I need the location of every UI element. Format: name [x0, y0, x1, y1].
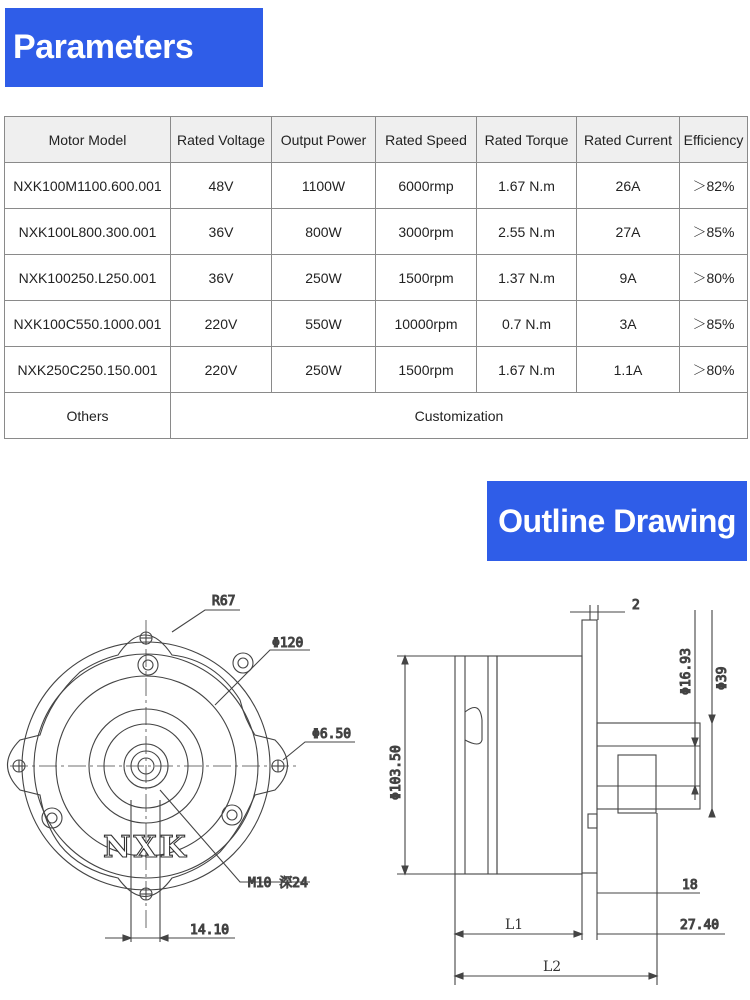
cell-efficiency: ＞85% [680, 209, 748, 255]
dim-2740: 27.40 [680, 918, 720, 933]
table-row [5, 209, 748, 255]
parameters-table [4, 116, 748, 439]
cell-speed: 6000rmp [376, 163, 477, 209]
header-rated-torque: Rated Torque [477, 117, 577, 163]
dim-m10: M10 深24 [248, 876, 308, 891]
cell-power: 800W [272, 209, 376, 255]
cell-power: 550W [272, 301, 376, 347]
cell-current: 26A [577, 163, 680, 209]
cell-speed: 10000rpm [376, 301, 477, 347]
cell-power: 250W [272, 255, 376, 301]
cell-current: 1.1A [577, 347, 680, 393]
dim-l2: L2 [543, 959, 562, 975]
cell-current: 9A [577, 255, 680, 301]
cell-efficiency: ＞82% [680, 163, 748, 209]
table-row [5, 255, 748, 301]
header-efficiency: Efficiency [680, 117, 748, 163]
cell-voltage: 48V [171, 163, 272, 209]
table-row [5, 163, 748, 209]
cell-speed: 1500rpm [376, 255, 477, 301]
cell-model: NXK100L800.300.001 [5, 209, 171, 255]
dim-1410: 14.10 [190, 923, 230, 938]
header-rated-speed: Rated Speed [376, 117, 477, 163]
dim-2: 2 [632, 598, 640, 613]
cell-customization: Customization [171, 393, 748, 439]
cell-torque: 1.67 N.m [477, 347, 577, 393]
table-row [5, 347, 748, 393]
cell-torque: 2.55 N.m [477, 209, 577, 255]
cell-current: 27A [577, 209, 680, 255]
dim-d10350: Φ103.50 [389, 745, 404, 800]
side-view [397, 605, 725, 985]
parameters-banner: Parameters [5, 8, 263, 87]
dim-d39: Φ39 [715, 666, 730, 690]
dim-d120: Φ120 [272, 636, 304, 651]
dim-r67: R67 [212, 594, 236, 609]
cell-voltage: 36V [171, 255, 272, 301]
cell-power: 250W [272, 347, 376, 393]
table-row [5, 301, 748, 347]
header-output-power: Output Power [272, 117, 376, 163]
table-row-others [5, 393, 748, 439]
cell-speed: 1500rpm [376, 347, 477, 393]
cell-speed: 3000rpm [376, 209, 477, 255]
outline-drawing-banner: Outline Drawing [487, 481, 747, 561]
dim-d650: Φ6.50 [312, 727, 352, 742]
dim-d1693: Φ16.93 [679, 648, 694, 695]
cell-voltage: 220V [171, 347, 272, 393]
cell-torque: 1.37 N.m [477, 255, 577, 301]
cell-current: 3A [577, 301, 680, 347]
dim-l1: L1 [505, 917, 524, 933]
cell-voltage: 36V [171, 209, 272, 255]
cell-model: NXK100250.L250.001 [5, 255, 171, 301]
outline-drawing [0, 585, 750, 995]
cell-others-label: Others [5, 393, 171, 439]
cell-voltage: 220V [171, 301, 272, 347]
header-motor-model: Motor Model [5, 117, 171, 163]
header-rated-voltage: Rated Voltage [171, 117, 272, 163]
dim-18: 18 [682, 878, 698, 893]
cell-model: NXK100C550.1000.001 [5, 301, 171, 347]
cell-torque: 1.67 N.m [477, 163, 577, 209]
table-header-row [5, 117, 748, 163]
header-rated-current: Rated Current [577, 117, 680, 163]
cell-efficiency: ＞85% [680, 301, 748, 347]
cell-efficiency: ＞80% [680, 347, 748, 393]
nxk-logo: NXK [103, 830, 189, 865]
cell-model: NXK100M1100.600.001 [5, 163, 171, 209]
cell-power: 1100W [272, 163, 376, 209]
cell-torque: 0.7 N.m [477, 301, 577, 347]
cell-model: NXK250C250.150.001 [5, 347, 171, 393]
front-view [8, 610, 356, 942]
cell-efficiency: ＞80% [680, 255, 748, 301]
